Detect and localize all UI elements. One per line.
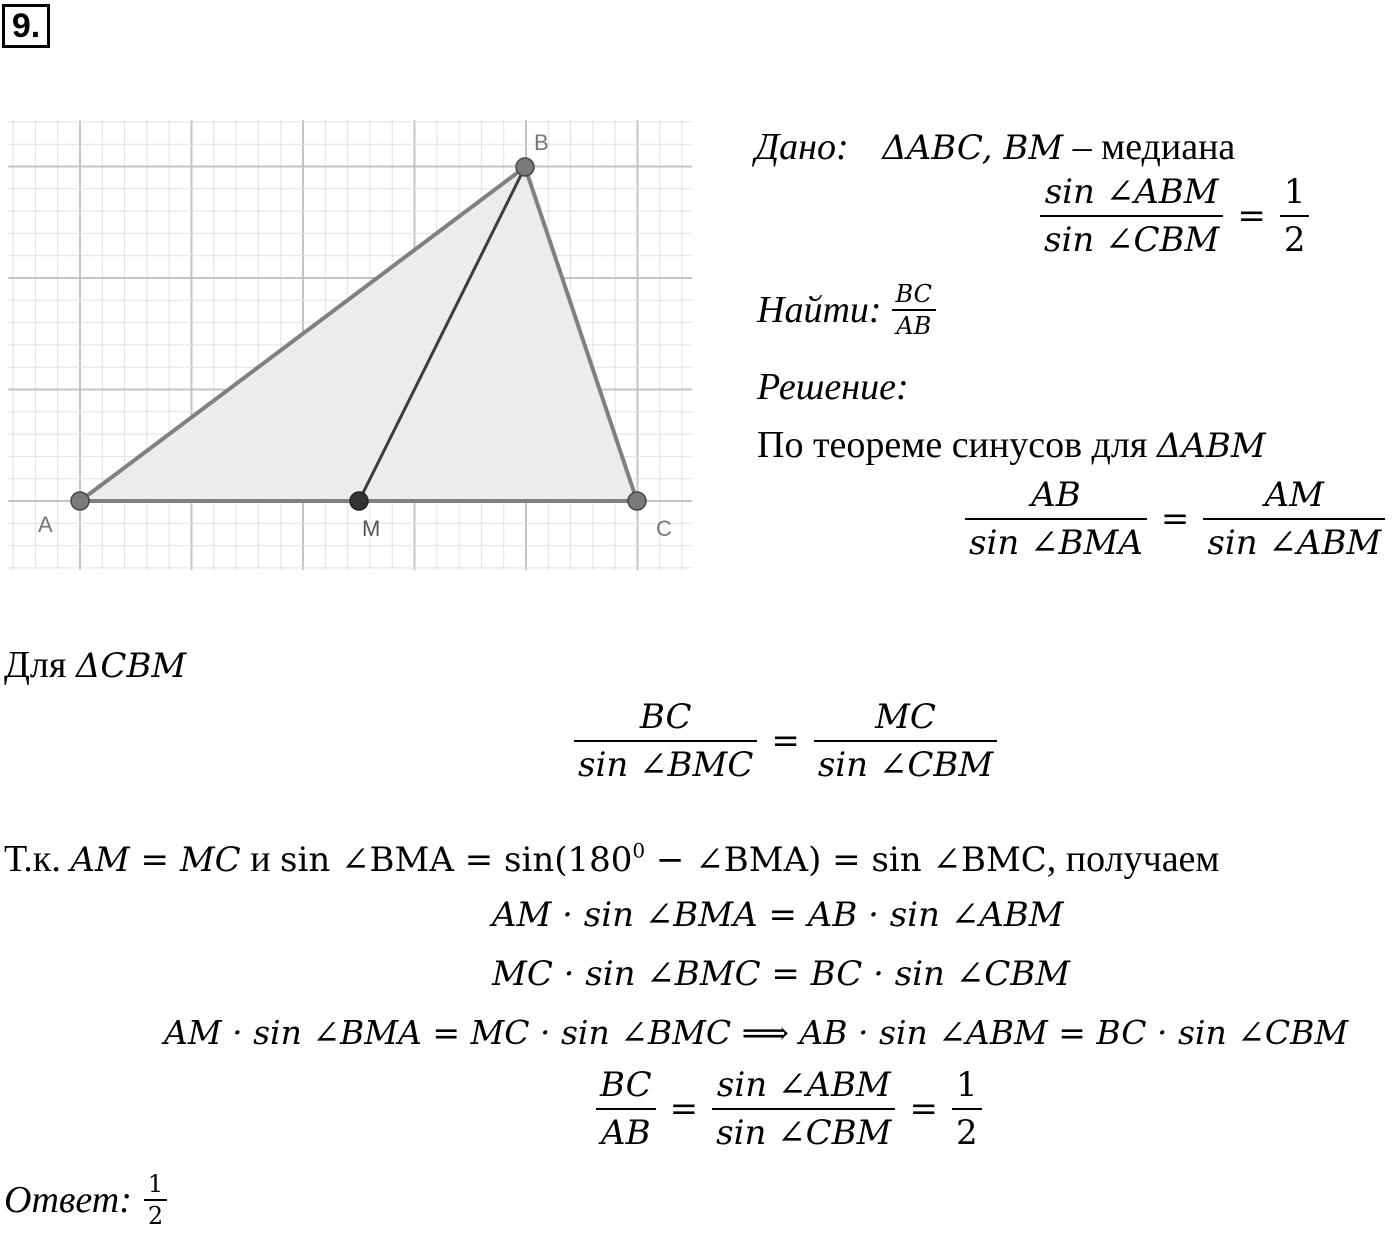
solution-line2: Для ΔCBM: [4, 644, 187, 686]
answer-line: Ответ: $\frac{1}{2}$: [4, 1172, 167, 1228]
label-c: C: [656, 516, 672, 541]
sine-law-abm: $\frac{AB}{\text{sin ∠BMA}}$ = $\frac{AM}{\text{sin ∠ABM}}$: [965, 478, 1385, 560]
final-ratio: $\frac{BC}{AB}$ = $\frac{\text{sin ∠ABM}}{\text{sin ∠CBM}}$ = $\frac{1}{2}$: [596, 1068, 982, 1150]
solution-label: Решение:: [757, 366, 909, 408]
equation-3: AM · sin ∠BMA = AB · sin ∠ABM: [492, 895, 1064, 935]
point-m: [350, 492, 368, 510]
label-m: M: [362, 516, 381, 541]
point-b: [516, 158, 534, 176]
equation-4: MC · sin ∠BMC = BC · sin ∠CBM: [492, 954, 1071, 994]
given-ratio: $\frac{\text{sin ∠ABM}}{\text{sin ∠CBM}}$ = $\frac{1}{2}$: [1040, 175, 1309, 257]
point-c: [628, 492, 646, 510]
given-line: Дано: ΔABC, BM – медиана: [755, 126, 1236, 168]
sine-law-cbm: $\frac{BC}{\text{sin ∠BMC}}$ = $\frac{MC}{\text{sin ∠CBM}}$: [574, 700, 997, 782]
equation-5: AM · sin ∠BMA = MC · sin ∠BMC ⟹ AB · sin ∠ABM = BC · sin ∠CBM: [164, 1013, 1349, 1052]
solution-line1: По теореме синусов для ΔABM: [757, 424, 1266, 466]
problem-number: 9.: [2, 4, 50, 48]
triangle-abc: [80, 167, 637, 501]
label-a: A: [38, 512, 53, 537]
label-b: B: [534, 130, 549, 155]
find-line: Найти: $\frac{BC}{AB}$: [757, 282, 936, 338]
point-a: [71, 492, 89, 510]
solution-line3: Т.к. AM = MC и sin ∠BMA = $\sin(180^0$ − ∠BMA) = sin ∠BMC, получаем: [4, 838, 1220, 880]
triangle-figure: [0, 110, 700, 580]
